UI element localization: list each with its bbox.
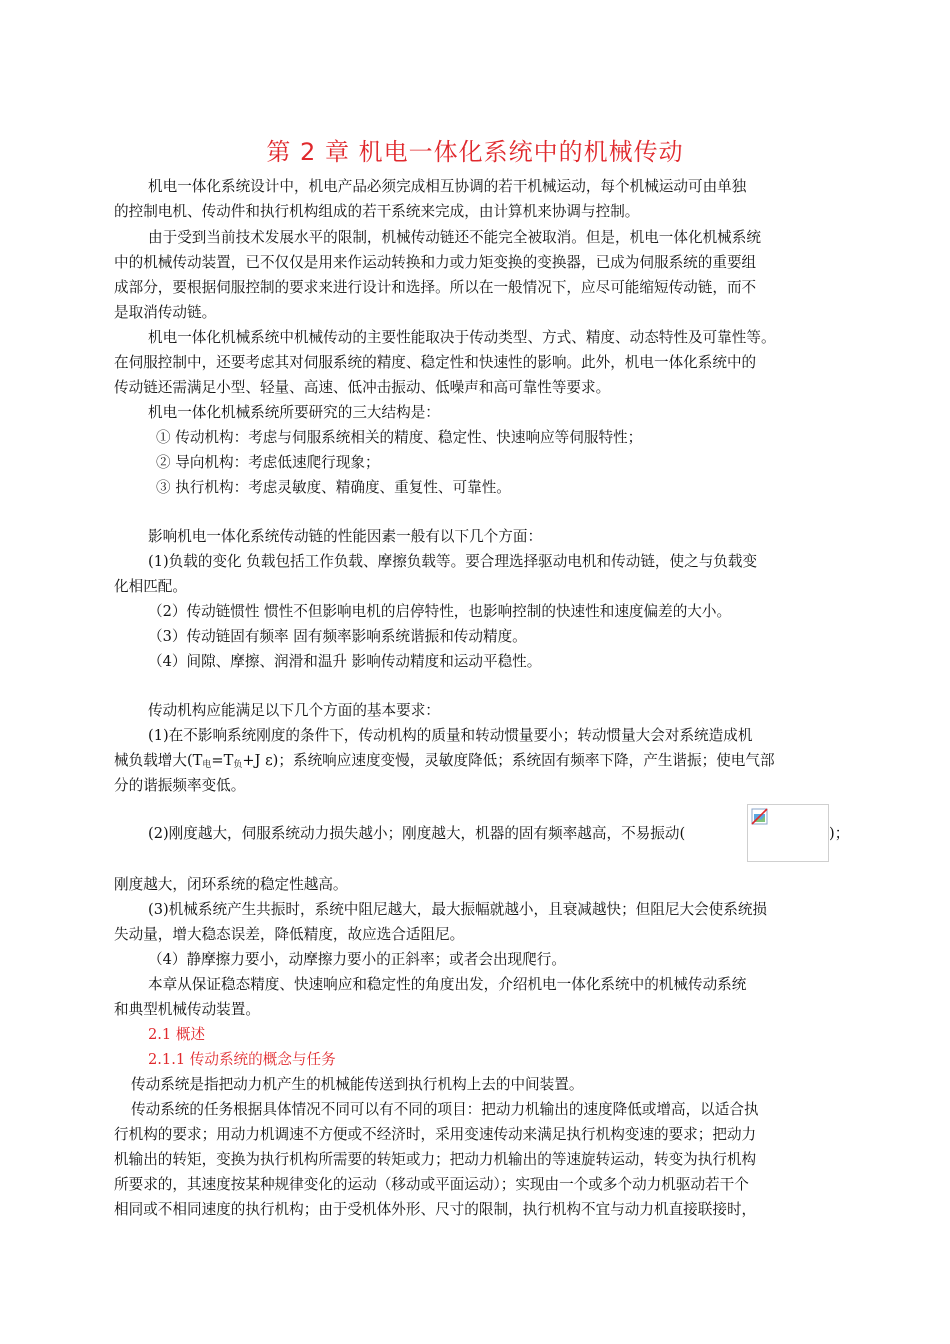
text-line: 传动系统是指把动力机产生的机械能传送到执行机构上去的中间装置。 [131,1076,584,1093]
text-line: （3）传动链固有频率 固有频率影响系统谐振和传动精度。 [148,628,527,645]
text-line: 成部分，要根据伺服控制的要求来进行设计和选择。所以在一般情况下，应尽可能缩短传动链，而不 [114,279,757,296]
text-line: 失动量，增大稳态误差，降低精度，故应选合适阻尼。 [114,926,465,943]
paragraph-intro [114,174,841,224]
text-line: (3)机械系统产生共振时，系统中阻尼越大，最大振幅就越小，且衰减越快；但阻尼大会使系统损 [148,901,768,918]
paragraph-performance [114,325,841,400]
text-line: 传动系统的任务根据具体情况不同可以有不同的项目：把动力机输出的速度降低或增高，以适合执 [131,1101,759,1118]
text-line: 传动机构应能满足以下几个方面的基本要求： [148,702,440,719]
broken-image-icon [751,808,768,825]
text-line: 机输出的转矩，变换为执行机构所需要的转矩或力；把动力机输出的等速旋转运动，转变为执行机构 [114,1151,757,1168]
text-line: （4）静摩擦力要小，动摩擦力要小的正斜率；或者会出现爬行。 [148,951,566,968]
list-item: ③ 执行机构：考虑灵敏度、精确度、重复性、可靠性。 [156,479,511,496]
text-line: (1)负载的变化 负载包括工作负载、摩擦负载等。要合理选择驱动电机和传动链，使之与负载变 [148,553,758,570]
formula-part: +J ε)；系统响应速度变慢，灵敏度降低；系统固有频率下降，产生谐振；使电气部 [242,752,775,769]
subsection-heading: 2.1.1 传动系统的概念与任务 [148,1051,336,1068]
text-line: （2）传动链惯性 惯性不但影响电机的启停特性，也影响控制的快速性和速度偏差的大小。 [148,603,732,620]
text-line: 化相匹配。 [114,578,187,595]
text-line: 传动链还需满足小型、轻量、高速、低冲击振动、低噪声和高可靠性等要求。 [114,379,611,396]
text-line: (2)刚度越大，伺服系统动力损失越小；刚度越大，机器的固有频率越高，不易振动( [148,825,686,842]
text-line: 影响机电一体化系统传动链的性能因素一般有以下几个方面： [148,528,543,545]
paragraph-factors [114,524,841,674]
section-heading-2-1-1 [114,1047,841,1072]
text-line: 的控制电机、传动件和执行机构组成的若干系统来完成，由计算机来协调与控制。 [114,203,640,220]
embedded-formula-image [747,804,829,862]
text-line: 机电一体化机械系统中机械传动的主要性能取决于传动类型、方式、精度、动态特性及可靠性等。 [148,329,776,346]
text-line: 行机构的要求；用动力机调速不方便或不经济时，采用变速传动来满足执行机构变速的要求；把动力 [114,1126,757,1143]
formula-subscript: 电 [202,760,212,770]
paragraph-limitation [114,225,841,325]
text-line: (1)在不影响系统刚度的条件下，传动机构的质量和转动惯量要小；转动惯量大会对系统造成机 [148,727,753,744]
text-line: 是取消传动链。 [114,304,217,321]
text-line-formula [114,748,841,773]
paragraph-requirements [114,698,841,798]
text-line: 机电一体化机械系统所要研究的三大结构是： [148,404,440,421]
formula-subscript: 负 [233,760,243,770]
text-line: 机电一体化系统设计中，机电产品必须完成相互协调的若干机械运动，每个机械运动可由单独 [148,178,747,195]
structure-list [156,425,846,500]
text-line: 所要求的，其速度按某种规律变化的运动（移动或平面运动）；实现由一个或多个动力机驱动若干个 [114,1176,749,1193]
requirement-2-line1-end [829,821,849,846]
section-heading-2-1 [114,1022,841,1047]
text-line: 在伺服控制中，还要考虑其对伺服系统的精度、稳定性和快速性的影响。此外，机电一体化系统中的 [114,354,757,371]
text-line: （4）间隙、摩擦、润滑和温升 影响传动精度和运动平稳性。 [148,653,542,670]
text-line: )； [829,825,849,842]
text-line: 和典型机械传动装置。 [114,1001,260,1018]
text-line: 中的机械传动装置，已不仅仅是用来作运动转换和力或力矩变换的变换器，已成为伺服系统的重要组 [114,254,757,271]
text-line: 由于受到当前技术发展水平的限制，机械传动链还不能完全被取消。但是，机电一体化机械系统 [148,229,761,246]
formula-part: =T [211,752,234,769]
list-item: ② 导向机构：考虑低速爬行现象； [156,454,380,471]
paragraph-requirements-cont [114,872,841,1022]
chapter-title: 第 2 章 机电一体化系统中的机械传动 [266,138,684,166]
paragraph-structures [114,400,841,425]
text-line: 分的谐振频率变低。 [114,777,246,794]
text-line [114,1222,841,1247]
text-line: 刚度越大，闭环系统的稳定性越高。 [114,876,348,893]
paragraph-transmission [114,1072,841,1247]
list-item: ① 传动机构：考虑与伺服系统相关的精度、稳定性、快速响应等伺服特性； [156,429,643,446]
section-heading: 2.1 概述 [148,1026,206,1043]
requirement-2-line1 [114,821,744,846]
text-line: 相同或不相同速度的执行机构；由于受机体外形、尺寸的限制，执行机构不宜与动力机直接联接时， [114,1201,757,1218]
text-line: 本章从保证稳态精度、快速响应和稳定性的角度出发，介绍机电一体化系统中的机械传动系统 [148,976,747,993]
formula-part: 械负载增大(T [114,752,203,769]
